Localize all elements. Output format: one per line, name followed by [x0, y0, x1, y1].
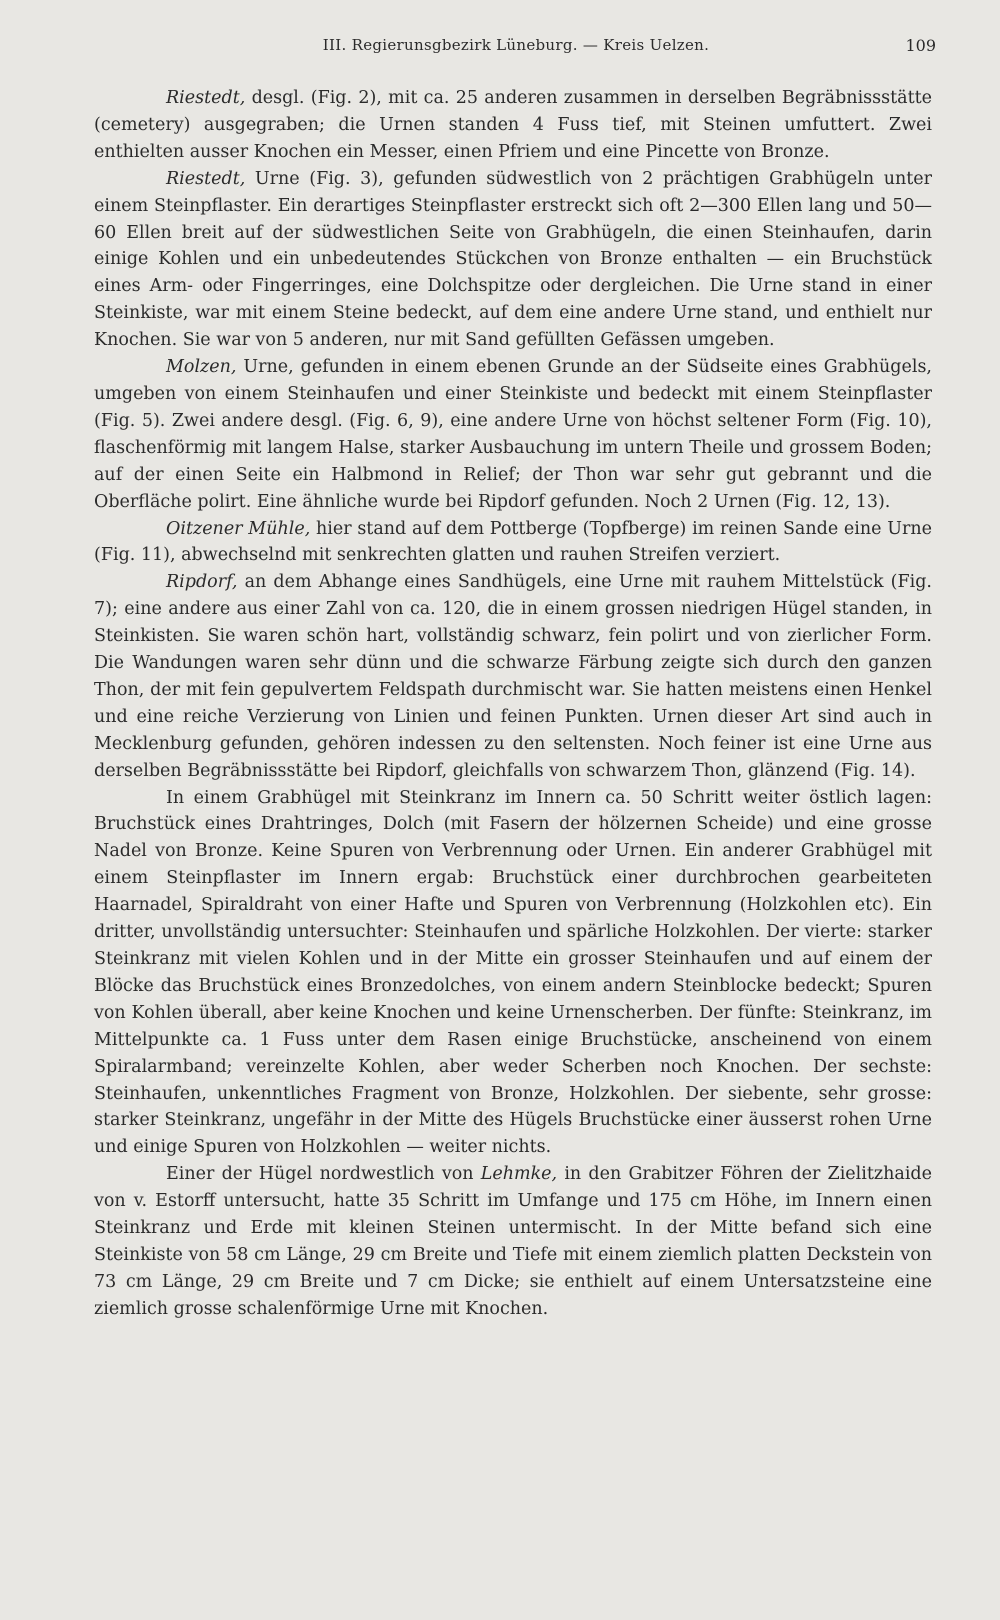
paragraph-lead: Einer der Hügel nordwestlich von: [166, 1164, 481, 1185]
paragraph-text: an dem Abhange eines Sandhügels, eine Urne mit rauhem Mittelstück (Fig. 7); eine andere aus einer Zahl von ca. 120, die in einem grossen niedrigen Hügel standen, in Steinkisten. Sie waren schön hart, vollständig schwarz, fein polirt und von zierlicher Form. Die Wandungen waren sehr dünn und die schwarze Färbung zeigte sich durch den ganzen Thon, der mit fein gepulvertem Feldspath durchmischt war. Sie hatten meistens einen Henkel und eine reiche Verzierung von Linien und feinen Punkten. Urnen dieser Art sind auch in Mecklenburg gefunden, gehören indessen zu den seltensten. Noch feiner ist eine Urne aus derselben Begräbnissstätte bei Ripdorf, gleichfalls von schwarzem Thon, glänzend (Fig. 14).: [94, 572, 932, 781]
place-name: Lehmke,: [480, 1164, 558, 1185]
place-name: Riestedt,: [166, 88, 246, 108]
paragraph-riestedt-1: [94, 85, 932, 166]
paragraph-text: in den Grabitzer Föhren der Zielitzhaide von v. Estorff untersucht, hatte 35 Schritt im Umfange und 175 cm Höhe, im Innern einen Steinkranz und Erde mit kleinen Steinen untermischt. In der Mitte befand sich eine Steinkiste von 58 cm Länge, 29 cm Breite und Tiefe mit einem ziemlich platten Deckstein von 73 cm Länge, 29 cm Breite und 7 cm Dicke; sie enthielt auf einem Untersatzsteine eine ziemlich grosse schalenförmige Urne mit Knochen.: [94, 1164, 932, 1319]
paragraph-text: desgl. (Fig. 2), mit ca. 25 anderen zusammen in derselben Begräbnissstätte (cemetery) ausgegraben; die Urnen standen 4 Fuss tief, mit Steinen umfuttert. Zwei enthielten ausser Knochen ein Messer, einen Pfriem und eine Pincette von Bronze.: [94, 88, 932, 162]
paragraph-oitzener-muehle: [94, 516, 932, 570]
paragraph-lehmke: [94, 1161, 932, 1322]
paragraph-text: In einem Grabhügel mit Steinkranz im Innern ca. 50 Schritt weiter östlich lagen: Bruchstück eines Drahtringes, Dolch (mit Fasern der hölzernen Scheide) und eine grosse Nadel von Bronze. Keine Spuren von Verbrennung oder Urnen. Ein anderer Grabhügel mit einem Steinpflaster im Innern ergab: Bruchstück einer durchbrochen gearbeiteten Haarnadel, Spiraldraht von einer Hafte und Spuren von Verbrennung (Holzkohlen etc). Ein dritter, unvollständig untersuchter: Steinhaufen und spärliche Holzkohlen. Der vierte: starker Steinkranz mit vielen Kohlen und in der Mitte ein grosser Steinhaufen und auf einem der Blöcke das Bruchstück eines Bronzedolches, von einem andern Steinblocke bedeckt; Spuren von Kohlen überall, aber keine Knochen und keine Urnenscherben. Der fünfte: Steinkranz, im Mittelpunkte ca. 1 Fuss unter dem Rasen einige Bruchstücke, anscheinend von einem Spiralarmband; vereinzelte Kohlen, aber weder Scherben noch Knochen. Der sechste: Steinhaufen, unkenntliches Fragment von Bronze, Holzkohlen. Der siebente, sehr grosse: starker Steinkranz, ungefähr in der Mitte des Hügels Bruchstücke einer äusserst rohen Urne und einige Spuren von Holzkohlen — weiter nichts.: [94, 787, 932, 1158]
place-name: Riestedt,: [166, 168, 246, 189]
page-number: 109: [905, 36, 936, 55]
paragraph-grabhuegel: [94, 785, 932, 1162]
paragraph-text: Urne, gefunden in einem ebenen Grunde an der Südseite eines Grabhügels, umgeben von einem Steinhaufen und einer Steinkiste und bedeckt mit einem Steinpflaster (Fig. 5). Zwei andere desgl. (Fig. 6, 9), eine andere Urne von höchst seltener Form (Fig. 10), flaschenförmig mit langem Halse, starker Ausbauchung im untern Theile und grossem Boden; auf der einen Seite ein Halbmond in Relief; der Thon war sehr gut gebrannt und die Oberfläche polirt. Eine ähnliche wurde bei Ripdorf gefunden. Noch 2 Urnen (Fig. 12, 13).: [94, 357, 932, 512]
body-text: [94, 85, 932, 1323]
paragraph-riestedt-2: [94, 166, 932, 354]
place-name: Oitzener Mühle,: [166, 518, 311, 539]
header-title: III. Regierunsgbezirk Lüneburg. — Kreis Uelzen.: [322, 36, 710, 54]
running-header: [96, 36, 936, 60]
place-name: Molzen,: [166, 357, 237, 378]
paragraph-text: hier stand auf dem Pottberge (Topfberge) im reinen Sande eine Urne (Fig. 11), abwechselnd mit senkrechten glatten und rauhen Streifen verziert.: [94, 518, 932, 566]
paragraph-molzen: [94, 354, 932, 515]
place-name: Ripdorf,: [166, 572, 238, 593]
paragraph-text: Urne (Fig. 3), gefunden südwestlich von 2 prächtigen Grabhügeln unter einem Steinpflaster. Ein derartiges Steinpflaster erstreckt sich oft 2—300 Ellen lang und 50—60 Ellen breit auf der südwestlichen Seite von Grabhügeln, die einen Steinhaufen, darin einige Kohlen und ein unbedeutendes Stückchen von Bronze enthalten — ein Bruchstück eines Arm- oder Fingerringes, eine Dolchspitze oder dergleichen. Die Urne stand in einer Steinkiste, war mit einem Steine bedeckt, auf dem eine andere Urne stand, und enthielt nur Knochen. Sie war von 5 anderen, nur mit Sand gefüllten Gefässen umgeben.: [94, 168, 932, 351]
paragraph-ripdorf: [94, 569, 932, 784]
